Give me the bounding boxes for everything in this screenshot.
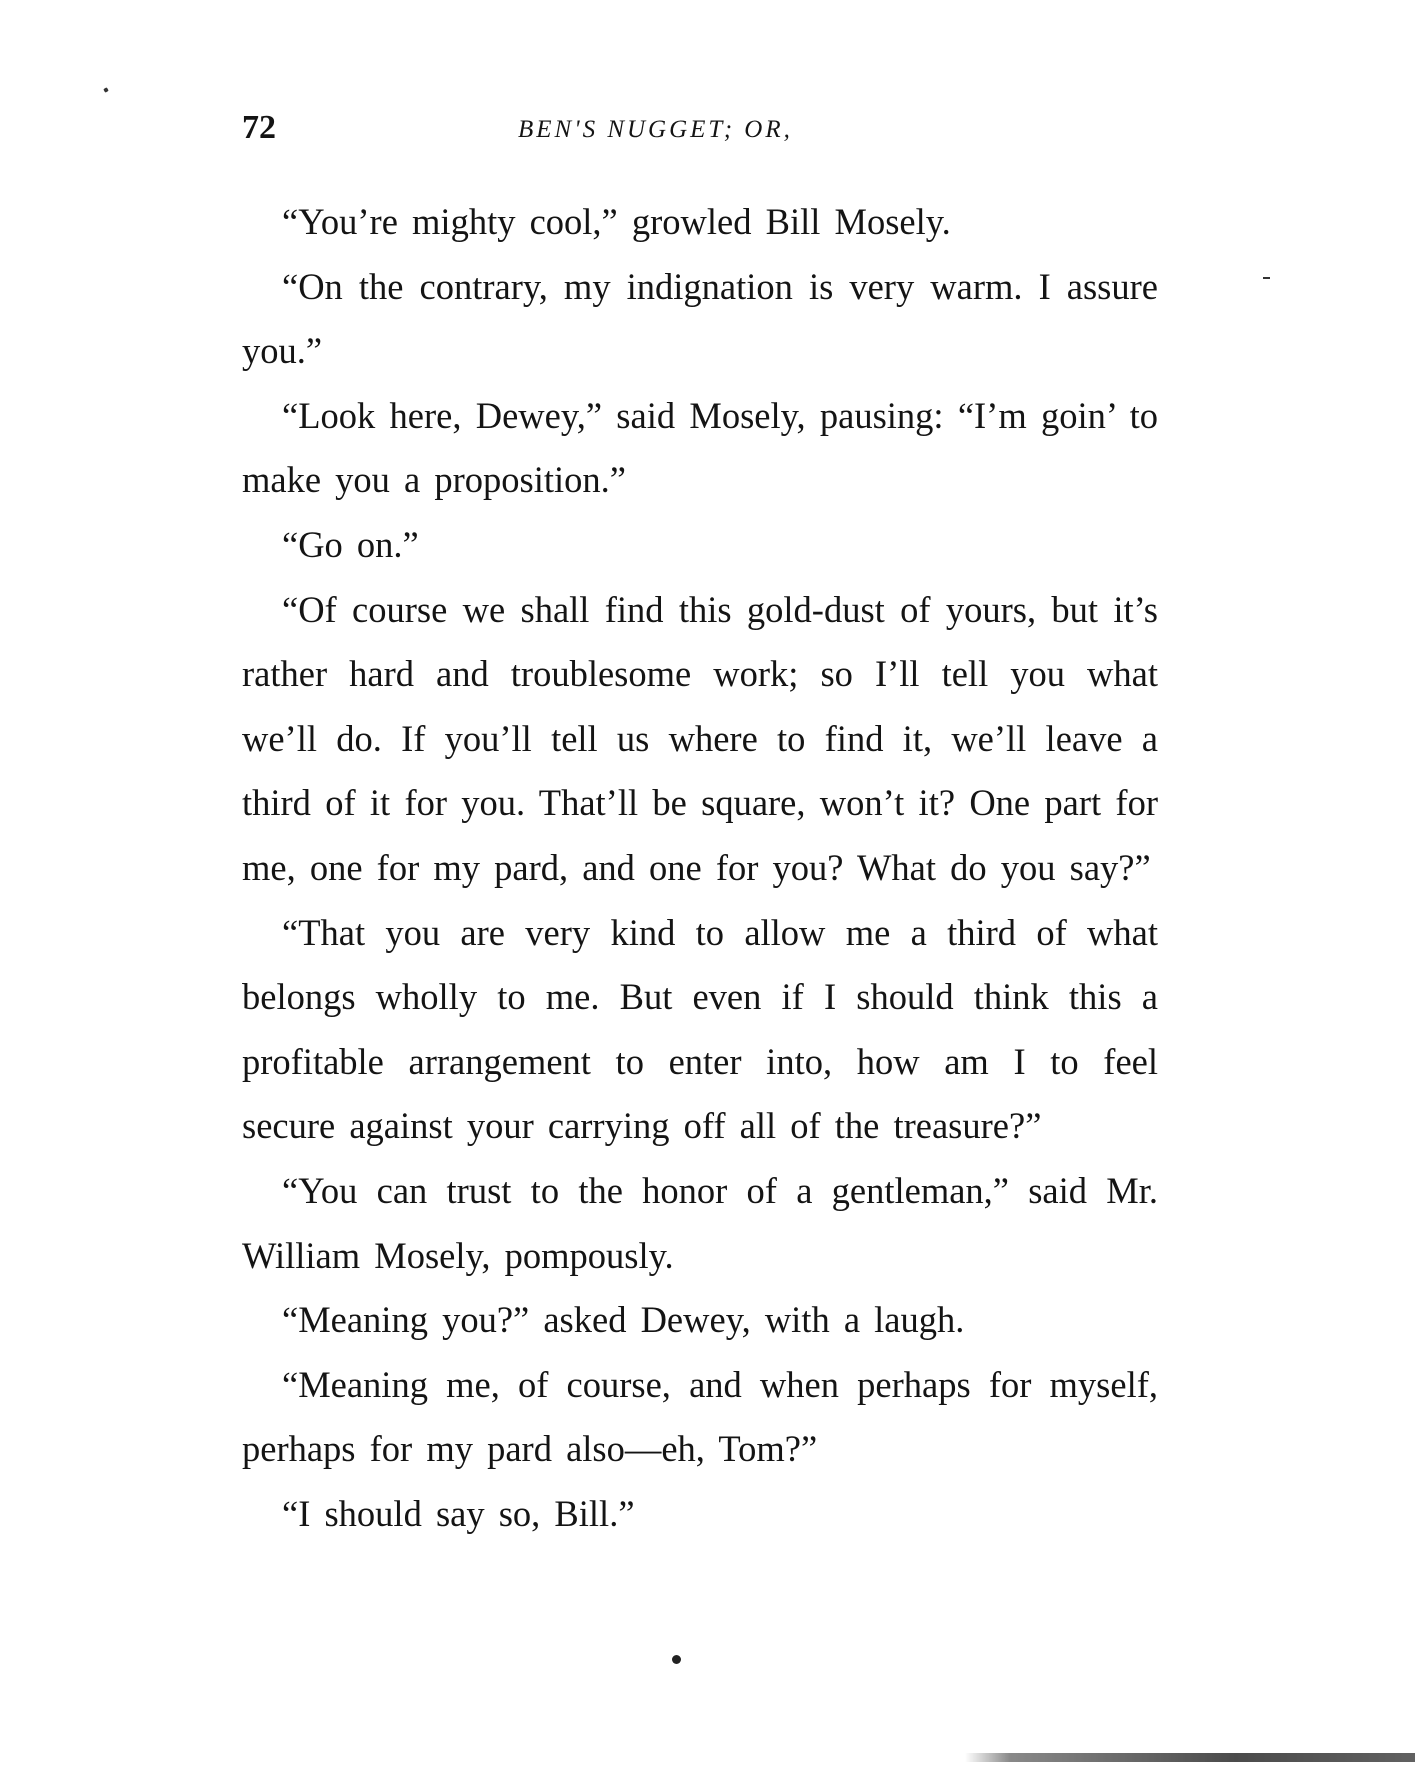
paragraph: “That you are very kind to allow me a third of what belongs wholly to me. But even if I should think this a profitable arrangement to enter into, how am I to feel secure against your carrying off all of the treasure?” <box>242 911 1158 1147</box>
paragraph: “Go on.” <box>282 523 419 565</box>
scan-speck <box>1263 277 1270 279</box>
paragraph: “You can trust to the honor of a gentleman,” said Mr. William Mosely, pompously. <box>242 1169 1158 1276</box>
scan-speck <box>103 87 108 92</box>
paragraph: “You’re mighty cool,” growled Bill Mosely. <box>282 201 951 242</box>
footer-ink-mark <box>672 1655 681 1664</box>
paragraph: “On the contrary, my indignation is very warm. I assure you.” <box>242 265 1158 372</box>
paragraph: “Meaning you?” asked Dewey, with a laugh. <box>282 1299 965 1341</box>
paragraph: “I should say so, Bill.” <box>282 1492 635 1534</box>
paragraph: “Look here, Dewey,” said Mosely, pausing: “I’m goin’ to make you a proposition.” <box>242 394 1158 501</box>
scan-edge-smudge <box>965 1753 1415 1762</box>
paragraph: “Of course we shall find this gold-dust of yours, but it’s rather hard and troublesome work; so I’ll tell you what we’ll do. If you’ll tell us where to find it, we’ll leave a third of it for you. That’ll be square, won’t it? One part for me, one for my pard, and one for you? What do you say?” <box>242 588 1158 888</box>
page-number: 72 <box>242 109 276 146</box>
text-body <box>242 190 1158 1546</box>
running-head: BEN'S NUGGET; OR, <box>518 116 793 143</box>
page-header <box>242 106 1162 150</box>
paragraph: “Meaning me, of course, and when perhaps for myself, perhaps for my pard also—eh, Tom?” <box>242 1363 1158 1470</box>
